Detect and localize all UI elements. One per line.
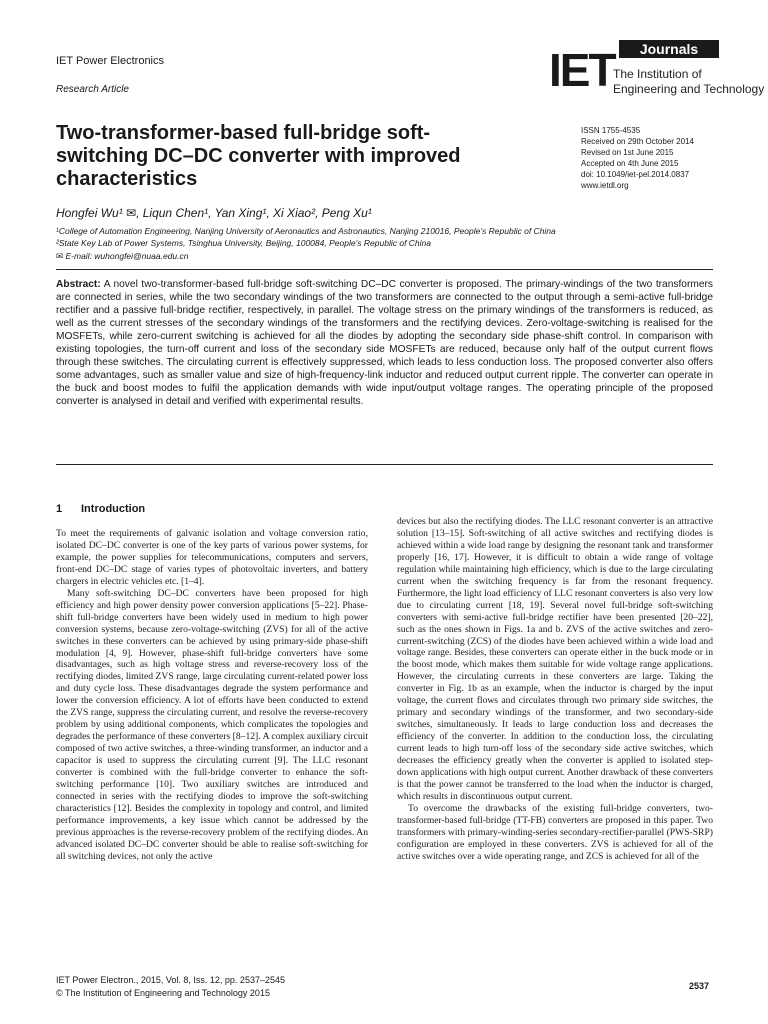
article-meta [581, 125, 694, 191]
iet-logo [549, 40, 765, 100]
revised-date: Revised on 1st June 2015 [581, 148, 674, 157]
journal-url[interactable]: www.ietdl.org [581, 181, 629, 190]
body-column-right [397, 516, 713, 863]
article-type: Research Article [56, 84, 129, 95]
footer-citation: IET Power Electron., 2015, Vol. 8, Iss. 12, pp. 2537–2545 [56, 975, 285, 985]
paragraph: Many soft-switching DC–DC converters have been proposed for high efficiency and high power density power conversion applications [5–22]. Phase-shift full-bridge converters have been widely used in medium to high power conversion systems, because zero-voltage-switching (ZVS) for all of the active switches in these converters can be achieved by using primary-side phase-shift modulation [4, 9]. However, phase-shift full-bridge converters have some disadvantages, such as high voltage stress and reverse-recovery loss of the rectifying diodes, limited ZVS range, large circulating current-related power loss and duty cycle loss. These disadvantages degrade the system performance and lower the conversion efficiency. A lot of efforts have been conducted to extend the ZVS range, suppress the circulating current, and resolve the reverse-recovery problem by using additional components, which complicates the topologies and degrades the performance of these converters [8–12]. A complex auxiliary circuit composed of two active switches, a three-winding transformer, an inductor and a capacitor is used to suppress the circulating current [9]. The LLC resonant converter is combined with the full-bridge converter to enhance the soft-switching performance [10]. Two auxiliary switches are introduced and connected in series with the rectifying diodes to improve the soft-switching characteristics [12]. Besides the complexity in topology and control, and limited performance improvements, a key issue which cannot be addressed by the previous approaches is the reverse-recovery problem of the rectifying diodes. An advanced isolated DC–DC converter should be able to realise soft-switching for all switching devices, not only the active [56, 587, 368, 862]
paragraph: To meet the requirements of galvanic isolation and voltage conversion ratio, isolated DC–DC converter is one of the key parts of various power systems, for example, the power supplies for telecommunications, computers and servers, front-end DC–DC stage of varies types of photovoltaic inverters, and battery chargers in electric vehicles etc. [1–4]. [56, 528, 368, 587]
abstract [56, 278, 713, 408]
doi[interactable]: doi: 10.1049/iet-pel.2014.0837 [581, 170, 690, 179]
abstract-label: Abstract: [56, 279, 101, 290]
received-date: Received on 29th October 2014 [581, 137, 694, 146]
footer-copyright: © The Institution of Engineering and Technology 2015 [56, 988, 270, 998]
affiliation-1: ¹College of Automation Engineering, Nanjing University of Aeronautics and Astronautics, Nanjing 210016, People’s Republic of China [56, 226, 556, 236]
accepted-date: Accepted on 4th June 2015 [581, 159, 679, 168]
section-number: 1 [56, 503, 63, 515]
body-column-left [56, 528, 368, 863]
logo-institution-line2: Engineering and Technology [613, 82, 765, 96]
page-number: 2537 [689, 981, 710, 991]
journals-badge: Journals [619, 40, 719, 58]
paragraph: devices but also the rectifying diodes. The LLC resonant converter is an attractive solution [13–15]. Soft-switching of all active switches and rectifying diodes is achieved within a wide load range by designing the resonant tank and transformer properly [16, 17]. However, it is difficult to obtain a wide range of voltage regulation while maintaining high efficiency, which is due to the large circulating current when the switching frequency is far from the resonant frequency. Furthermore, the light load efficiency of LLC resonant converters is also very low due to circulating current [18, 19]. Several novel full-bridge soft-switching converters with semi-active full-bridge rectifier have been presented [20–22], such as the ones shown in Figs. 1a and b. ZVS of the active switches and zero-current-switching (ZCS) of the diodes have been achieved within a wide load and voltage range. Besides, these converters can operate either in the buck mode or in the boost mode, which makes them suitable for wide voltage range applications. However, the circulating currents in these converters are large. Taking the converter in Fig. 1b as an example, when the inductor is charged by the input voltage, the current flows and circulates through two primary side switches, the primary and secondary windings of the transformer, and two secondary-side switches, simultaneously. It leads to large conduction loss and decreases the efficiency of the converter. In addition to the conduction loss, the circulating current leads to high turn-off loss of the secondary side active switches, which decreases the efficiency greatly when the converter is applied to isolated step-down applications with high output current. Another drawback of these converters is that the power cannot be transferred to the load when the inductor is charged, which results in discontinuous output current. [397, 516, 713, 802]
paragraph: To overcome the drawbacks of the existing full-bridge converters, two-transformer-based full-bridge (TT-FB) converters are proposed in this paper. Two transformers with primary-winding-series secondary-rectifier-parallel (PWS-SRP) configuration are employed in these converters. ZVS is achieved for all of the active switches over a wide operating range, and ZCS is achieved for all of the [397, 802, 713, 862]
corresponding-email[interactable]: ✉ E-mail: wuhongfei@nuaa.edu.cn [56, 251, 189, 261]
abstract-bottom-rule [56, 464, 713, 465]
logo-institution-line1: The Institution of [613, 67, 702, 81]
affiliation-2: ²State Key Lab of Power Systems, Tsinghua University, Beijing, 100084, People’s Republic of China [56, 238, 431, 248]
abstract-text: A novel two-transformer-based full-bridge soft-switching DC–DC converter is proposed. The primary-windings of the two transformers are connected in series, while the two secondary windings of the two transformers are connected to the output through a semi-active full-bridge rectifier and a passive full-bridge rectifier, respectively, in parallel. The voltage stress on the primary windings of the transformers is reduced, as well as the current stresses of the secondary windings of the transformers and the rectifying devices. Zero-voltage-switching is realised for the MOSFETs, while zero-current switching is achieved for all the diodes by adopting the secondary side phase-shift control. In comparison with existing topologies, the turn-off current and loss of the secondary side MOSFETs are reduced, because only half of the output current flows through these switches. The circulating current is effectively suppressed, which leads to less conduction loss. The proposed converter also offers some advantages, such as smaller value and size of high-frequency-link inductor and reduced output current ripple. The converter can operate in the buck and boost modes to fulfil the application demands with wide input/output voltage ranges. The operating principle of the proposed converter is analysed in detail and verified with experimental results. [56, 279, 713, 407]
journal-name: IET Power Electronics [56, 55, 165, 67]
section-title: Introduction [81, 503, 146, 515]
section-heading [56, 503, 145, 515]
issn: ISSN 1755-4535 [581, 126, 641, 135]
paper-title: Two-transformer-based full-bridge soft-switching DC–DC converter with improved characteristics [56, 122, 461, 190]
iet-logo-letters: IET [549, 44, 615, 96]
author-list: Hongfei Wu¹ ✉, Liqun Chen¹, Yan Xing¹, Xi Xiao², Peng Xu¹ [56, 206, 372, 220]
abstract-top-rule [56, 269, 713, 270]
